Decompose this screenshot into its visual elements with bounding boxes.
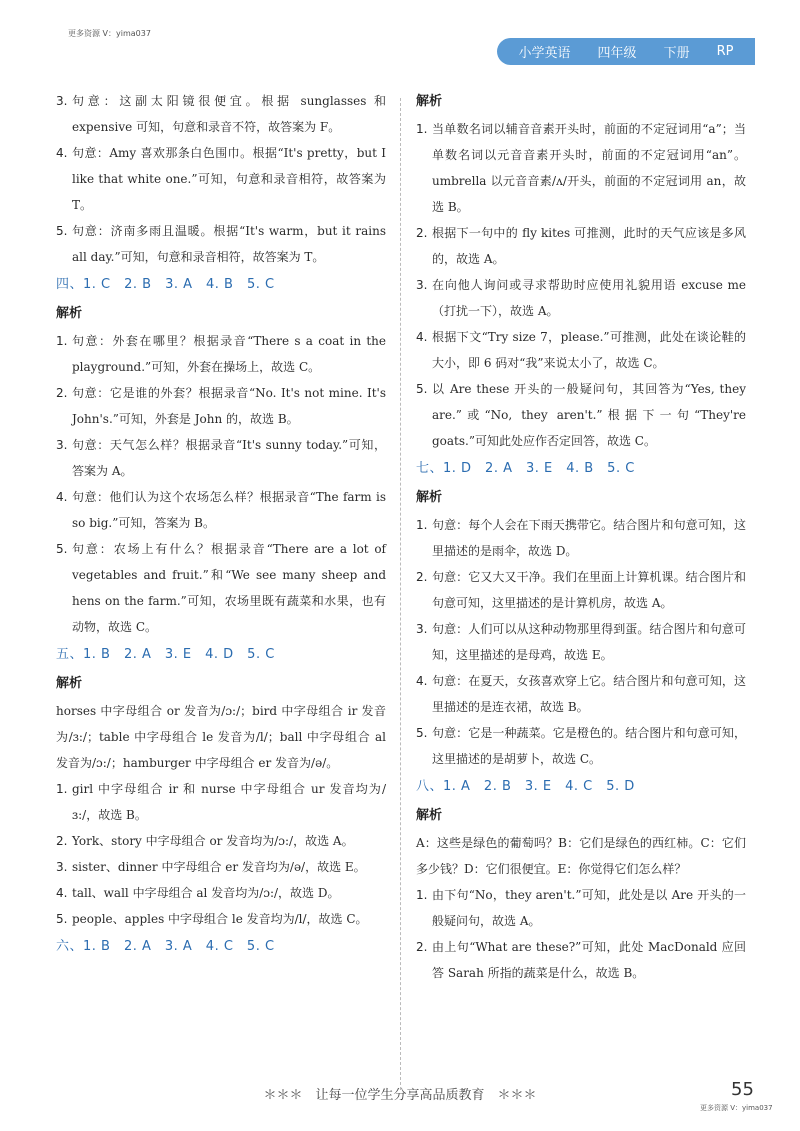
list-item: 3. 在向他人询问或寻求帮助时应使用礼貌用语 excuse me（打扰一下），故选 A。	[416, 278, 746, 318]
list-item: 4. 句意：Amy 喜欢那条白色围巾。根据“It's pretty，but I like that white one.”可知，句意和录音相符，故答案为 T。	[56, 146, 386, 212]
list-item: 3. 句意：人们可以从这种动物那里得到蛋。结合图片和句意可知，这里描述的是母鸡，故选 E。	[416, 622, 746, 662]
list-item: 4. 根据下文“Try size 7，please.”可推测，此处在谈论鞋的大小，即 6 码对“我”来说太小了，故选 C。	[416, 330, 746, 370]
header-source-note: 更多资源 V：yima037	[68, 29, 151, 38]
answer-key-section-7: 七、1. D 2. A 3. E 4. B 5. C	[416, 461, 635, 476]
answer-key-section-6: 六、1. B 2. A 3. A 4. C 5. C	[56, 939, 275, 954]
list-item: 1. 由下句“No，they aren't.”可知，此处是以 Are 开头的一般疑问句，故选 A。	[416, 888, 746, 928]
list-item: 2. 由上句“What are these?”可知，此处 MacDonald 应回答 Sarah 所指的蔬菜是什么，故选 B。	[416, 940, 746, 980]
list-item: 5. 以 Are these 开头的一般疑问句，其回答为“Yes, they are.”或“No, they aren't.”根据下一句“They're goats.”可知此处应作否定回答，故选 C。	[416, 382, 746, 448]
list-item: 1. 句意：外套在哪里？根据录音“There s a coat in the playground.”可知，外套在操场上，故选 C。	[56, 334, 386, 374]
analysis-heading: 解析	[56, 676, 83, 691]
list-item: 5. 句意：济南多雨且温暖。根据“It's warm，but it rains all day.”可知，句意和录音相符，故答案为 T。	[56, 224, 386, 264]
analysis-heading: 解析	[56, 306, 83, 321]
left-column	[56, 88, 386, 962]
header-tab	[497, 38, 755, 65]
list-item: 1. 句意：每个人会在下雨天携带它。结合图片和句意可知，这里描述的是雨伞，故选 D。	[416, 518, 746, 558]
footer-slogan: ＊＊＊ 让每一位学生分享高品质教育 ＊＊＊	[263, 1088, 537, 1103]
grade-label: 四年级	[597, 46, 637, 61]
list-item: 2. York、story 中字母组合 or 发音均为/ɔ:/，故选 A。	[56, 834, 354, 848]
edition-label: RP	[716, 44, 734, 59]
list-item: 4. tall、wall 中字母组合 al 发音均为/ɔ:/，故选 D。	[56, 886, 340, 900]
answer-key-section-5: 五、1. B 2. A 3. E 4. D 5. C	[56, 647, 275, 662]
list-item: 2. 句意：它是谁的外套？根据录音“No. It's not mine. It's John's.”可知，外套是 John 的，故选 B。	[56, 386, 386, 426]
phonics-paragraph: horses 中字母组合 or 发音为/ɔ:/；bird 中字母组合 ir 发音为/ɜ:/；table 中字母组合 le 发音为/l/；ball 中字母组合 al 发音为/ɔ:/；hamburger 中字母组合 er 发音为/ə/。	[56, 704, 386, 770]
list-item: 2. 句意：它又大又干净。我们在里面上计算机课。结合图片和句意可知，这里描述的是计算机房，故选 A。	[416, 570, 746, 610]
answer-key-section-8: 八、1. A 2. B 3. E 4. C 5. D	[416, 779, 635, 794]
analysis-heading: 解析	[416, 808, 443, 823]
list-item: 1. girl 中字母组合 ir 和 nurse 中字母组合 ur 发音均为/ɜ:/，故选 B。	[56, 782, 386, 822]
list-item: 4. 句意：他们认为这个农场怎么样？根据录音“The farm is so big.”可知，答案为 B。	[56, 490, 386, 530]
list-item: 5. 句意：它是一种蔬菜。它是橙色的。结合图片和句意可知，这里描述的是胡萝卜，故选 C。	[416, 726, 746, 766]
list-item: 3. 句意：天气怎么样？根据录音“It's sunny today.”可知，答案为 A。	[56, 438, 386, 478]
analysis-heading: 解析	[416, 94, 443, 109]
list-item: 5. people、apples 中字母组合 le 发音均为/l/，故选 C。	[56, 912, 368, 926]
list-item: 4. 句意：在夏天，女孩喜欢穿上它。结合图片和句意可知，这里描述的是连衣裙，故选 B。	[416, 674, 746, 714]
list-item: 3. sister、dinner 中字母组合 er 发音均为/ə/，故选 E。	[56, 860, 366, 874]
column-divider	[400, 98, 401, 1090]
footer-source-note: 更多资源 V：yima037	[700, 1104, 773, 1112]
list-item: 1. 当单数名词以辅音音素开头时，前面的不定冠词用“a”；当单数名词以元音音素开头时，前面的不定冠词用“an”。umbrella 以元音音素/ʌ/开头，前面的不定冠词用 an，故选 B。	[416, 122, 746, 214]
dialogue-options-paragraph: A：这些是绿色的葡萄吗？B：它们是绿色的西红柿。C：它们多少钱？D：它们很便宜。E：你觉得它们怎么样？	[416, 836, 746, 876]
list-item: 5. 句意：农场上有什么？根据录音“There are a lot of vegetables and fruit.”和“We see many sheep and hens on the farm.”可知，农场里既有蔬菜和水果，也有动物，故选 C。	[56, 542, 386, 634]
page-number: 55	[731, 1079, 754, 1100]
subject-label: 小学英语	[518, 46, 571, 61]
analysis-heading: 解析	[416, 490, 443, 505]
list-item: 2. 根据下一句中的 fly kites 可推测，此时的天气应该是多风的，故选 A。	[416, 226, 746, 266]
answer-key-section-4: 四、1. C 2. B 3. A 4. B 5. C	[56, 277, 275, 292]
right-column	[416, 88, 746, 986]
volume-label: 下册	[663, 46, 690, 61]
list-item: 3. 句意：这副太阳镜很便宜。根据 sunglasses 和 expensive 可知，句意和录音不符，故答案为 F。	[56, 94, 386, 134]
